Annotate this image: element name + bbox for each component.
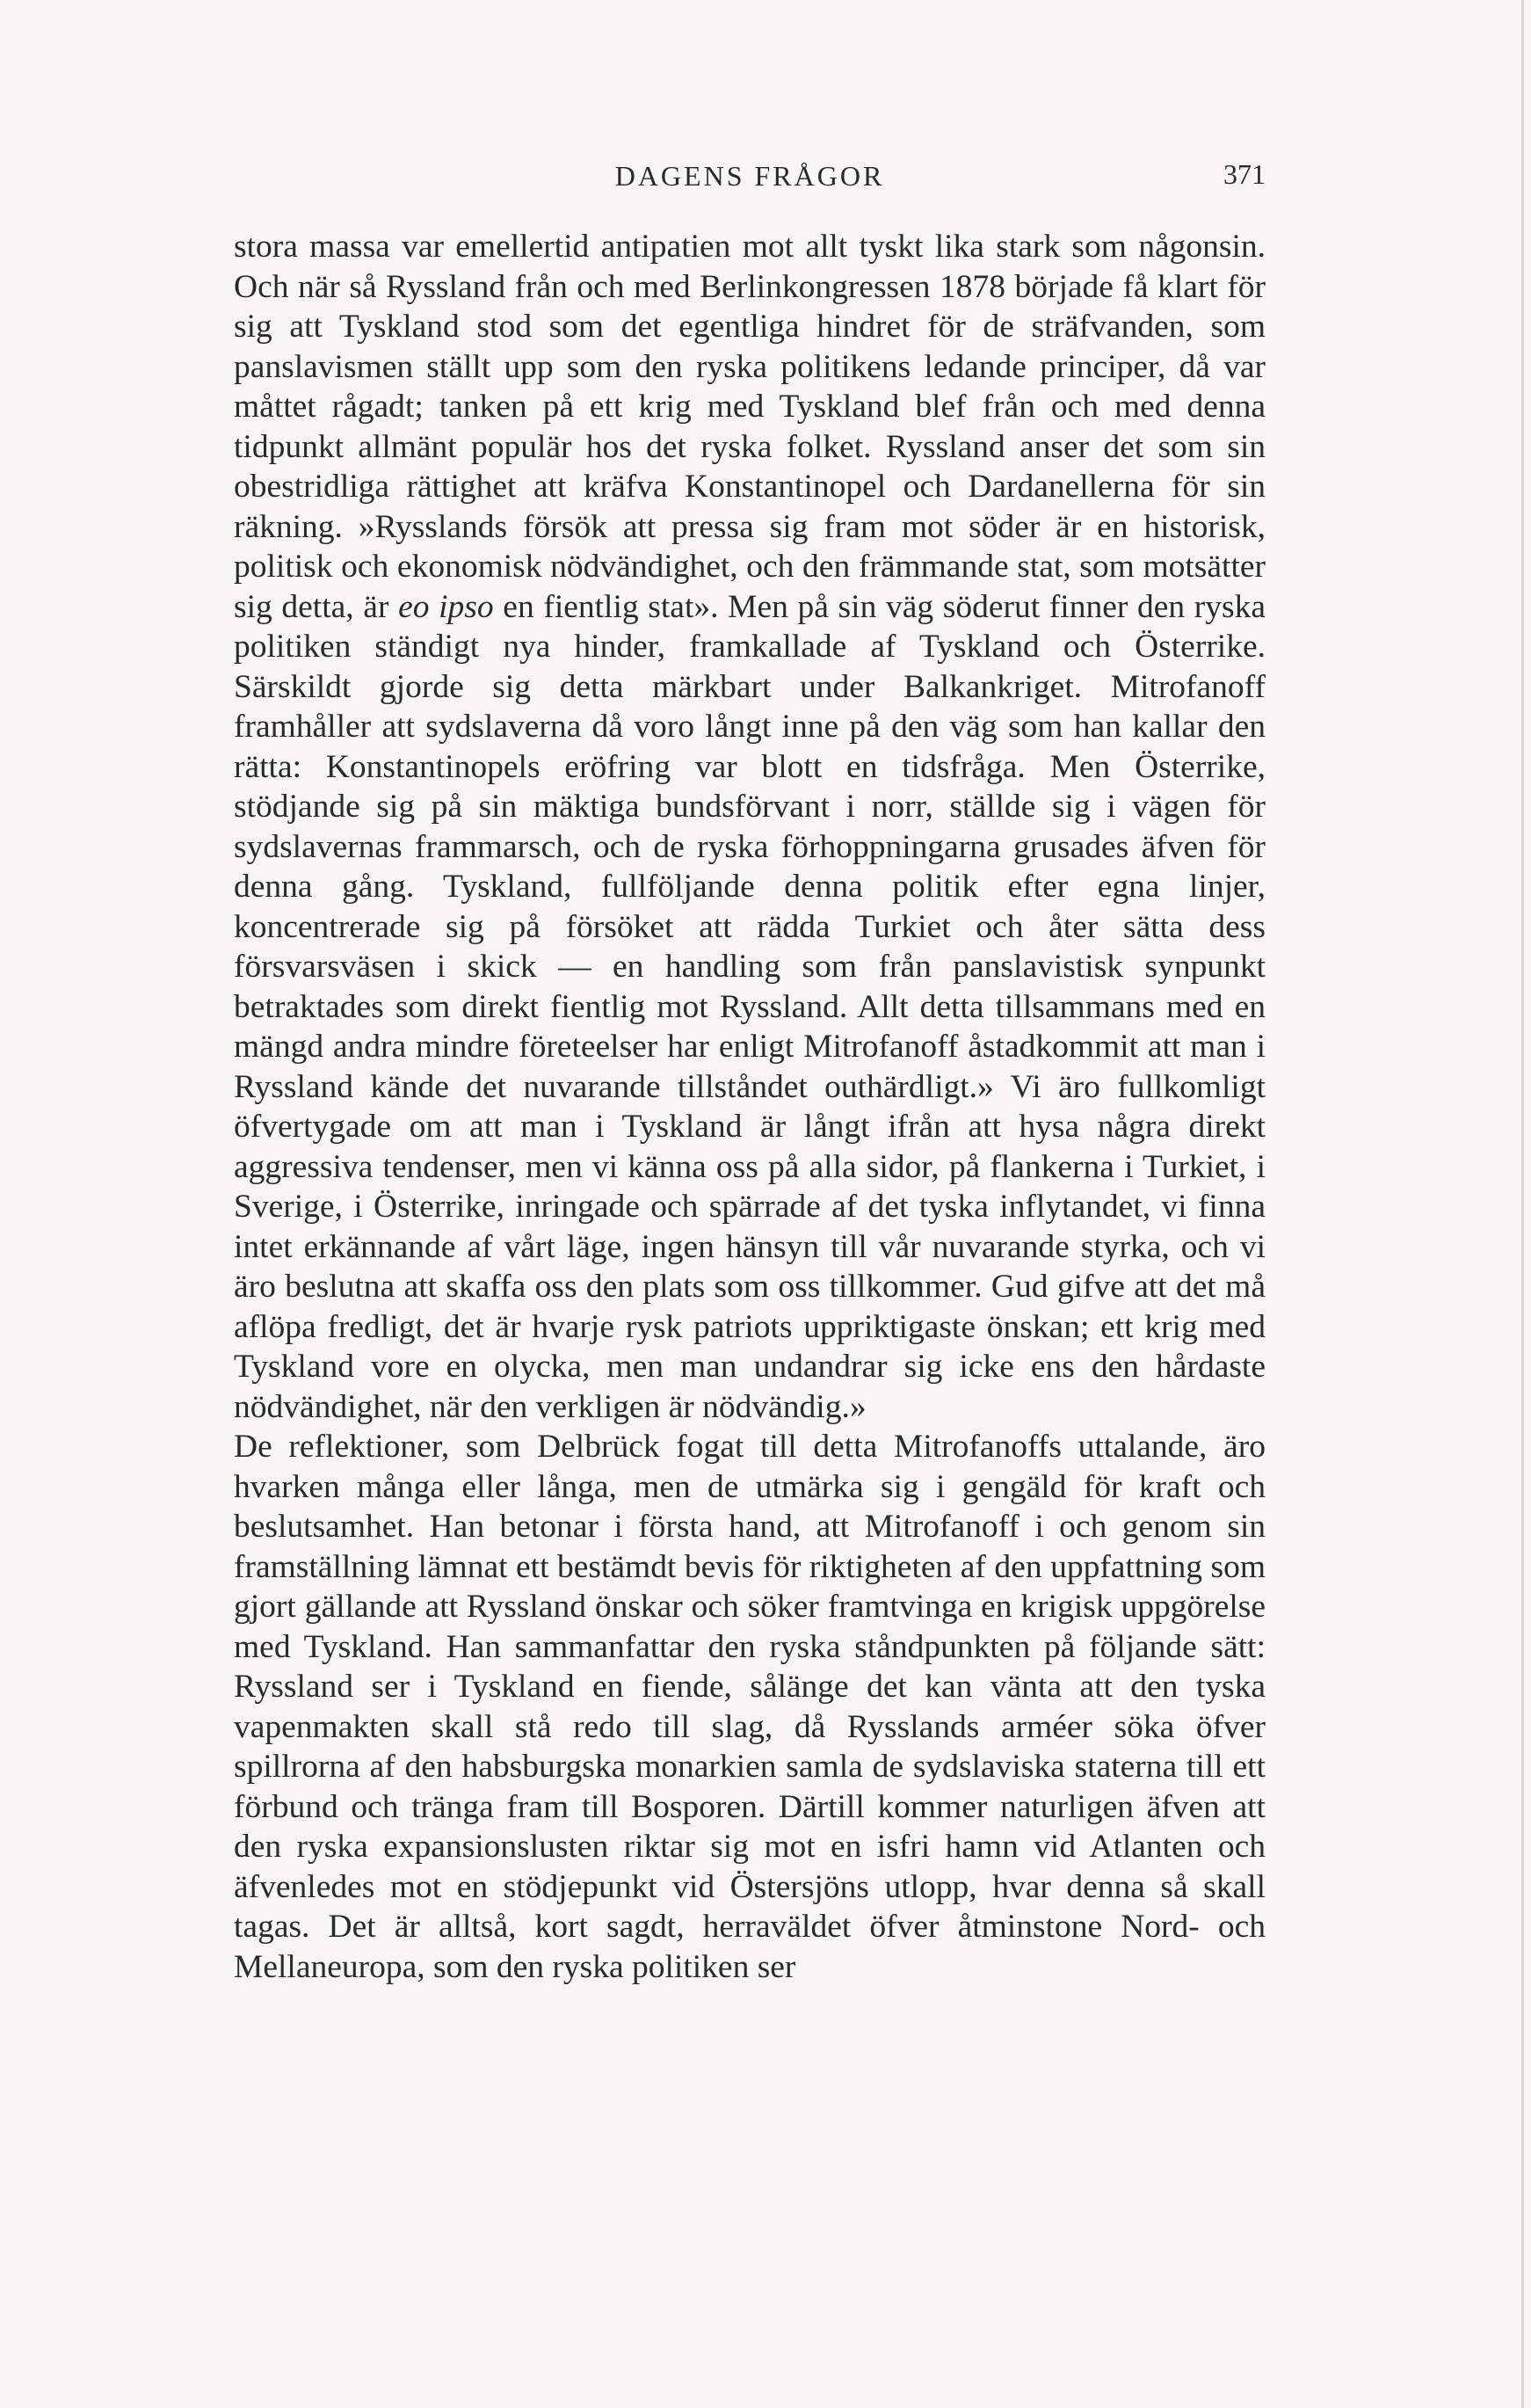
paragraph-1-part-1: stora massa var emellertid antipatien mot allt tyskt lika stark som någonsin. Och när så Ryssland från och med Berlinkongressen 1878 började få klart för sig att Tyskland stod som det egentliga hindret för de sträfvanden, som panslavismen ställt upp som den ryska politikens ledande principer, då var måttet rågadt; tanken på ett krig med Tyskland blef från och med denna tidpunkt allmänt populär hos det ryska folket. Ryssland anser det som sin obestridliga rättighet att kräfva Konstantinopel och Dardanellerna för sin räkning. »Rysslands försök att pressa sig fram mot söder är en historisk, politisk och ekonomisk nödvändighet, och den främmande stat, som motsätter sig detta, är bbox=[234, 229, 1266, 625]
page-edge bbox=[1521, 0, 1524, 2408]
page-header bbox=[234, 155, 1266, 207]
paragraph-2: De reflektioner, som Delbrück fogat till detta Mitrofanoffs uttalande, äro hvarken många eller långa, men de utmärka sig i gengäld för kraft och beslutsamhet. Han betonar i första hand, att Mitrofanoff i och genom sin framställning lämnat ett bestämdt bevis för riktigheten af den uppfattning som gjort gällande att Ryssland önskar och söker framtvinga en krigisk uppgörelse med Tyskland. Han sammanfattar den ryska ståndpunkten på följande sätt: Ryssland ser i Tyskland en fiende, sålänge det kan vänta att den tyska vapenmakten skall stå redo till slag, då Rysslands arméer söka öfver spillrorna af den habsburgska monarkien samla de sydslaviska staterna till ett förbund och tränga fram till Bosporen. Därtill kommer naturligen äfven att den ryska expansionslusten riktar sig mot en isfri hamn vid Atlanten och äfvenledes mot en stödjepunkt vid Östersjöns utlopp, hvar denna så skall tagas. Det är alltså, kort sagdt, herraväldet öfver åtminstone Nord- och Mellaneuropa, som den ryska politiken ser bbox=[234, 1429, 1266, 1985]
body-text bbox=[234, 227, 1266, 1987]
paragraph-1-part-2: en fientlig stat». Men på sin väg söderut finner den ryska politiken ständigt nya hinder, framkallade af Tyskland och Österrike. Särskildt gjorde sig detta märkbart under Balkankriget. Mitrofanoff framhåller att sydslaverna då voro långt inne på den väg som han kallar den rätta: Konstantinopels eröfring var blott en tidsfråga. Men Österrike, stödjande sig på sin mäktiga bundsförvant i norr, ställde sig i vägen för sydslavernas frammarsch, och de ryska förhoppningarna grusades äfven för denna gång. Tyskland, fullföljande denna politik efter egna linjer, koncentrerade sig på försöket att rädda Turkiet och åter sätta dess försvarsväsen i skick — en handling som från panslavistisk synpunkt betraktades som direkt fientlig mot Ryssland. Allt detta tillsammans med en mängd andra mindre företeelser har enligt Mitrofanoff åstadkommit att man i Ryssland kände det nuvarande tillståndet outhärdligt.» Vi äro fullkomligt öfvertygade om att man i Tyskland är långt ifrån att hysa några direkt aggressiva tendenser, men vi känna oss på alla sidor, på flankerna i Turkiet, i Sverige, i Österrike, inringade och spärrade af det tyska inflytandet, vi finna intet erkännande af vårt läge, ingen hänsyn till vår nuvarande styrka, och vi äro beslutna att skaffa oss den plats som oss tillkommer. Gud gifve att det må aflöpa fredligt, det är hvarje rysk patriots uppriktigaste önskan; ett krig med Tyskland vore en olycka, men man undandrar sig icke ens den hårdaste nödvändighet, när den verkligen är nödvändig.» bbox=[234, 588, 1266, 1425]
running-title: DAGENS FRÅGOR bbox=[614, 160, 885, 192]
paragraph-1 bbox=[234, 227, 1266, 1427]
paragraph-1-emphasis: eo ipso bbox=[398, 588, 494, 625]
page-number: 371 bbox=[1223, 158, 1266, 190]
